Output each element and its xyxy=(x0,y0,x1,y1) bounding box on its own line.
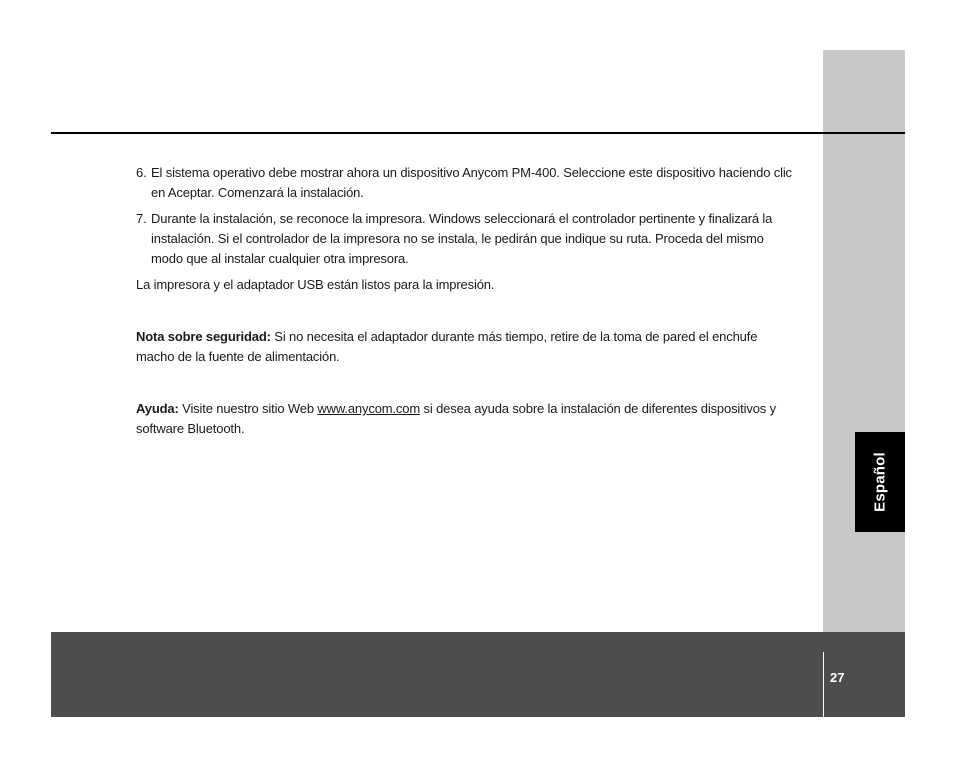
safety-note-text: Si no necesita el adaptador durante más tiempo, retire de la toma de pared el enchufe macho de la fuente de alimentación. xyxy=(136,329,758,364)
help-text-before: Visite nuestro sitio Web xyxy=(182,401,314,416)
safety-note-paragraph xyxy=(136,327,796,367)
page-number: 27 xyxy=(830,670,845,685)
header-rule xyxy=(51,132,905,134)
language-tab-label: Español xyxy=(871,452,889,512)
language-tab xyxy=(855,432,905,532)
main-content xyxy=(136,163,796,439)
help-label: Ayuda: xyxy=(136,401,179,416)
footer-divider xyxy=(823,652,824,717)
ready-paragraph: La impresora y el adaptador USB están listos para la impresión. xyxy=(136,277,495,292)
step-number: 7. xyxy=(136,211,147,226)
step-item xyxy=(136,163,796,203)
side-band xyxy=(823,50,905,632)
website-link[interactable]: www.anycom.com xyxy=(317,401,421,416)
step-item xyxy=(136,209,796,269)
safety-note-label: Nota sobre seguridad: xyxy=(136,329,271,344)
step-number: 6. xyxy=(136,165,147,180)
help-text-after: si desea ayuda sobre la instalación de diferentes dispositivos y software Bluetooth. xyxy=(136,401,776,436)
step-text: Durante la instalación, se reconoce la impresora. Windows seleccionará el controlador pertinente y finalizará la instalación. Si el controlador de la impresora no se instala, le pedirán que indique su ruta. Proceda del mismo modo que al instalar cualquier otra impresora. xyxy=(151,211,773,266)
step-text: El sistema operativo debe mostrar ahora un dispositivo Anycom PM-400. Seleccione este dispositivo haciendo clic en Aceptar. Comenzará la instalación. xyxy=(151,165,792,200)
help-paragraph xyxy=(136,399,796,439)
footer-band xyxy=(51,632,905,717)
